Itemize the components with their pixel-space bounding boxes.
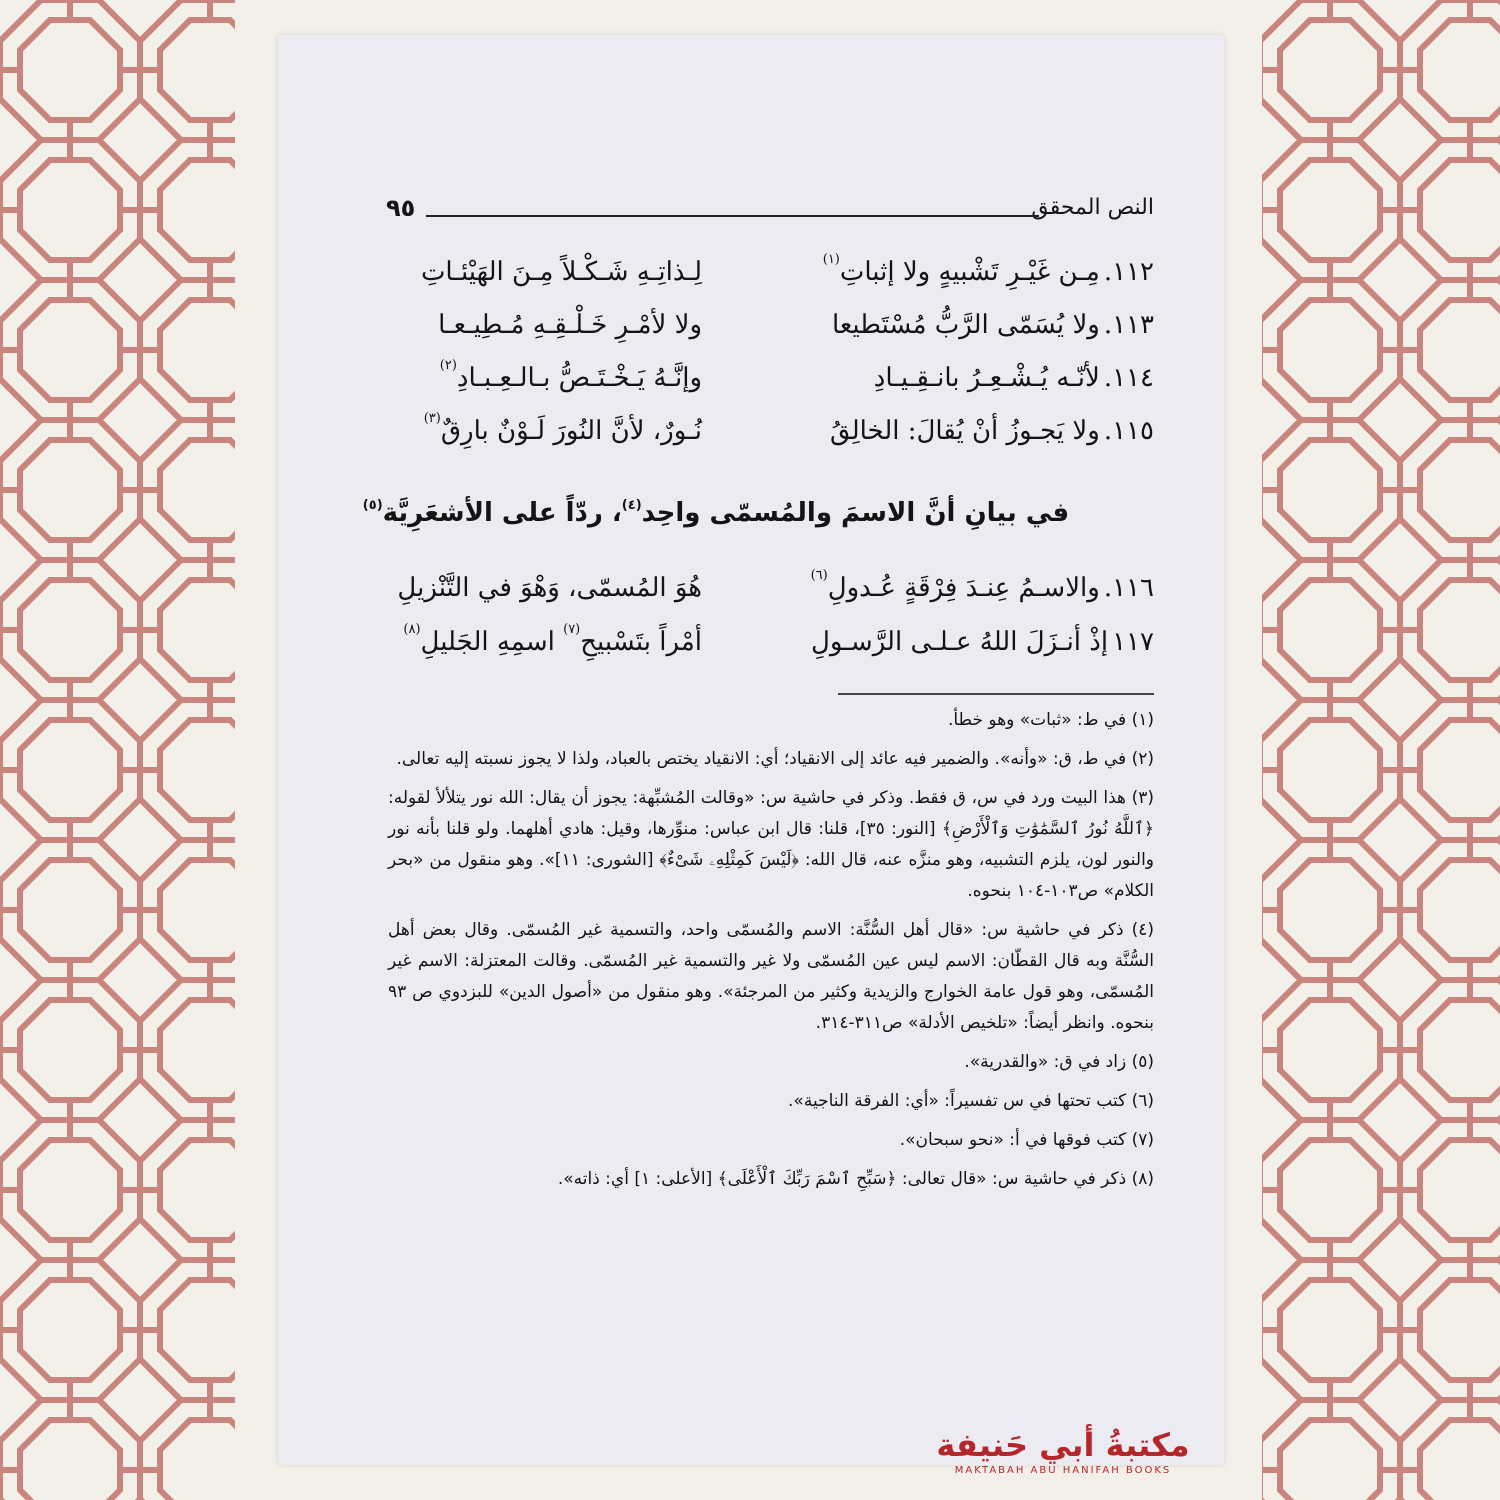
footnote: (٣) هذا البيت ورد في س، ق فقط. وذكر في حاشية س: «وقالت المُشبِّهة: يجوز أن يقال: الله نور يتلألأ لقوله: ﴿ٱللَّهُ نُورُ ٱلسَّمَٰوَٰتِ وَٱلْأَرْضِ﴾ [النور: ٣٥]، قلنا: قال ابن عباس: منوِّرها، وقيل: هادي أهلهما. ولو قلنا بأنه نور والنور لون، يلزم التشبيه، وهو منزَّه عنه، قال الله: ﴿لَيْسَ كَمِثْلِهِۦ شَىْءٌ﴾ [الشورى: ١١]». وهو منقول من «بحر الكلام» ص١٠٣-١٠٤ بنحوه. bbox=[388, 788, 1155, 901]
page-number: ٩٥ bbox=[386, 194, 416, 222]
footnote: (٤) ذكر في حاشية س: «قال أهل السُّنَّة: الاسم والمُسمّى واحد، والتسمية غير المُسمّى. وقال بعض أهل السُّنَّة وبه قال القطّان: الاسم ليس عين المُسمّى ولا غير والتسمية غير المُسمّى. وقالت المعتزلة: الاسم غير المُسمّى، وهو قول عامة الخوارج والزيدية وكثير من المرجئة». وهو منقول من «أصول الدين» للبزدوي ص ٩٣ بنحوه. وانظر أيضاً: «تلخيص الأدلة» ص٣١١-٣١٤. bbox=[388, 920, 1154, 1033]
footnote: (٢) في ط، ق: «وأنه». والضمير فيه عائد إلى الانقياد؛ أي: الانقياد يختص بالعباد، ولذا لا يجوز نسبته إليه تعالى. bbox=[396, 749, 1154, 769]
logo-english-text: MAKTABAH ABU HANIFAH BOOKS bbox=[954, 1465, 1172, 1476]
publisher-logo bbox=[933, 1425, 1193, 1476]
footnote-separator bbox=[838, 693, 1154, 695]
verse-first-hemistich: ١١٤.لأنّـه يُـشْـعِـرُ بانـقِـيـادِ bbox=[873, 363, 1154, 393]
footnote: (١) في ط: «ثبات» وهو خطأ. bbox=[947, 710, 1154, 730]
verse-line bbox=[393, 353, 1154, 403]
footnote: (٧) كتب فوقها في أ: «نحو سبحان». bbox=[899, 1130, 1154, 1150]
verse-line bbox=[393, 300, 1154, 350]
verse-first-hemistich: ١١٦.والاسـمُ عِنـدَ فِرْقَةٍ عُـدولِ$^{(٦)}$ bbox=[810, 568, 1154, 603]
section-heading: في بيانِ أنَّ الاسمَ والمُسمّى واحِد$^{(٤)}$، ردّاً على الأشعَرِيَّة$^{(٥)}$ bbox=[362, 498, 1070, 528]
verse-second-hemistich: هُوَ المُسمّى، وَهْوَ في التَّنْزيلِ bbox=[397, 573, 702, 603]
footnotes bbox=[388, 705, 1154, 1203]
footnote: (٨) ذكر في حاشية س: «قال تعالى: ﴿سَبِّحِ ٱسْمَ رَبِّكَ ٱلْأَعْلَى﴾ [الأعلى: ١] أي: ذاته». bbox=[557, 1169, 1154, 1189]
verse-second-hemistich: وإنَّـهُ يَـخْـتَـصُّ بـالـعِـبـادِ$^{(٢)}$ bbox=[439, 358, 702, 393]
footnote: (٥) زاد في ق: «والقدرية». bbox=[964, 1052, 1154, 1072]
verse-first-hemistich: ١١٧إذْ أنـزَلَ اللهُ عـلـى الرَّسـولِ bbox=[810, 627, 1154, 657]
verse-second-hemistich: أمْراً بتَسْبيحِ$^{(٧)}$ اسمِهِ الجَليلِ$^{(٨)}$ bbox=[403, 622, 702, 657]
footnote: (٦) كتب تحتها في س تفسيراً: «أي: الفرقة الناجية». bbox=[788, 1091, 1154, 1111]
verse-line bbox=[393, 247, 1154, 297]
verse-first-hemistich: ١١٢.مِـن غَيْـرِ تَشْبيهٍ ولا إثباتِ$^{(١)}$ bbox=[822, 252, 1154, 287]
logo-arabic-text: مكتبةُ أبي حَنيفة bbox=[936, 1426, 1190, 1464]
verse-second-hemistich: ولا لأمْـرِ خَـلْـقِـهِ مُـطِيـعـا bbox=[438, 310, 702, 340]
book-page bbox=[278, 35, 1224, 1476]
verse-second-hemistich: نُـورٌ، لأنَّ النُورَ لَـوْنٌ بارِقٌ$^{(٣)}$ bbox=[423, 411, 702, 446]
page-header-title: النص المحقق bbox=[1031, 195, 1154, 220]
verse-line bbox=[393, 617, 1154, 667]
verse-line bbox=[393, 563, 1154, 613]
page-header bbox=[278, 190, 1224, 230]
header-rule bbox=[426, 215, 1039, 217]
verse-first-hemistich: ١١٥.ولا يَجـوزُ أنْ يُقالَ: الخالِقُ bbox=[830, 416, 1154, 446]
verse-second-hemistich: لِـذاتِـهِ شَـكْـلاً مِـنَ الهَيْئـاتِ bbox=[420, 257, 702, 287]
verse-line bbox=[393, 406, 1154, 456]
verse-first-hemistich: ١١٣.ولا يُسَمّى الرَّبُّ مُسْتَطيعا bbox=[831, 310, 1154, 340]
